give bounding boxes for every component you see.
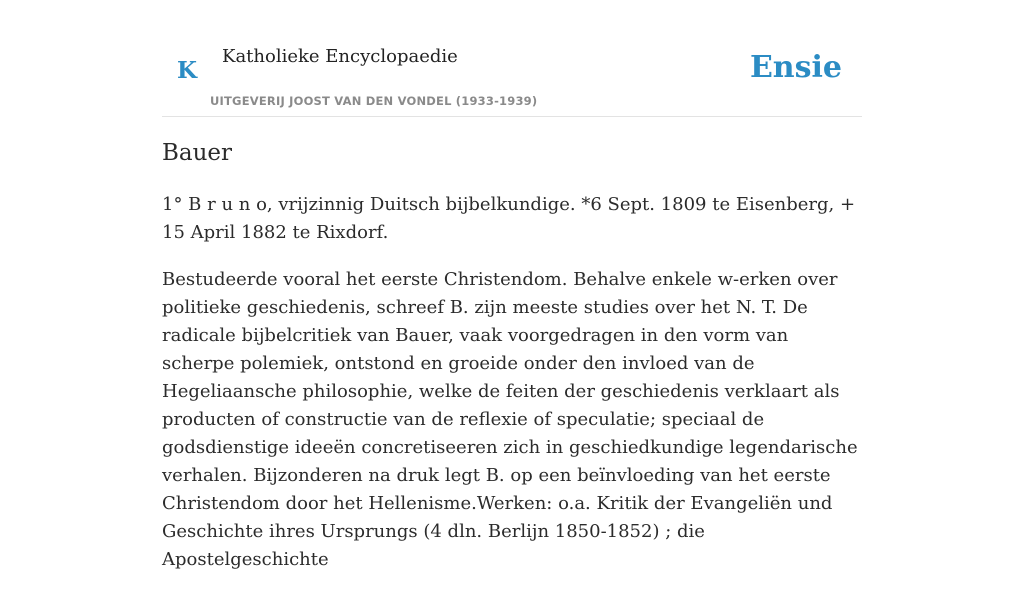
ensie-brand-logo[interactable]: Ensie <box>749 50 842 85</box>
encyclopedia-title[interactable]: Katholieke Encyclopaedie <box>222 46 458 67</box>
encyclopedia-logo[interactable]: K <box>177 57 197 84</box>
entry-paragraph: 1° B r u n o, vrijzinnig Duitsch bijbelkundige. *6 Sept. 1809 te Eisenberg, + 15 April 1882 te Rixdorf. <box>162 194 856 243</box>
entry-title: Bauer <box>162 140 233 166</box>
site-header <box>162 0 862 117</box>
entry-body <box>162 191 862 593</box>
publisher-label: UITGEVERIJ JOOST VAN DEN VONDEL (1933-1939) <box>210 94 538 108</box>
page-container <box>162 0 862 570</box>
entry-paragraph: Bestudeerde vooral het eerste Christendom. Behalve enkele w-erken over politieke geschiedenis, schreef B. zijn meeste studies over het N. T. De radicale bijbelcritiek van Bauer, vaak voorgedragen in den vorm van scherpe polemiek, ontstond en groeide onder den invloed van de Hegeliaansche philosophie, welke de feiten der geschiedenis verklaart als producten of constructie van de reflexie of speculatie; speciaal de godsdienstige ideeën concretiseeren zich in geschiedkundige legendarische verhalen. Bijzonderen na druk legt B. op een beïnvloeding van het eerste Christendom door het Hellenisme.Werken: o.a. Kritik der Evangeliën und Geschichte ihres Ursprungs (4 dln. Berlijn 1850-1852) ; die Apostelgeschichte <box>162 269 858 570</box>
